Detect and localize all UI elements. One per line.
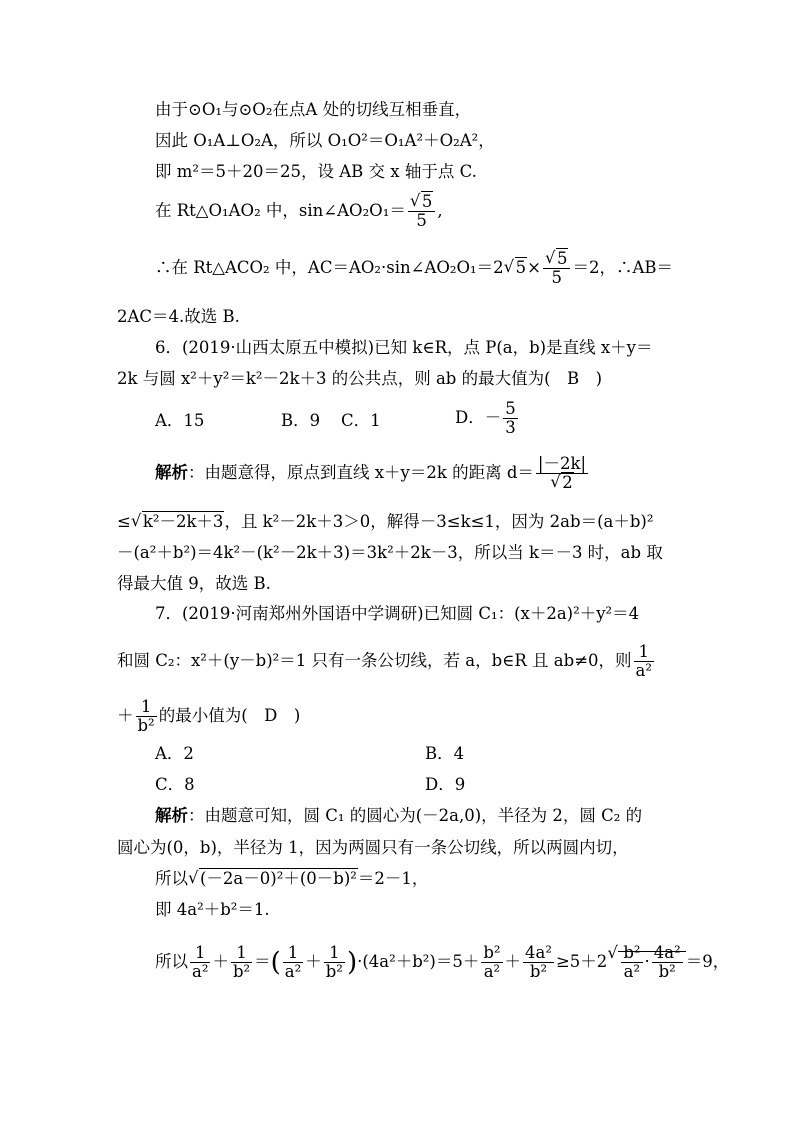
question-7-line xyxy=(117,643,656,680)
option-a: A．15 xyxy=(155,411,205,430)
text-line: 即 m²＝5＋20＝25，设 AB 交 x 轴于点 C. xyxy=(155,162,477,181)
radicand: 2 xyxy=(562,473,573,492)
fraction xyxy=(283,944,303,981)
text-run: ＝2－1， xyxy=(357,869,429,888)
numerator: √ b² xyxy=(623,943,641,962)
denominator: b² xyxy=(232,962,251,981)
option-c: C．8 xyxy=(155,775,195,794)
text-run: · xyxy=(644,952,650,971)
question-6-line: 6．(2019·山西太原五中模拟)已知 k∈R，点 P(a，b)是直线 x＋y＝ xyxy=(155,338,653,357)
answer-6-line: 得最大值 9，故选 B. xyxy=(117,574,271,593)
denominator: a² xyxy=(621,962,642,981)
numerator: 1 xyxy=(140,697,152,716)
fraction xyxy=(136,698,157,735)
text-run: D．－ xyxy=(455,408,502,427)
text-run: 在 Rt△O₁AO₂ 中，sin∠AO₂O₁＝ xyxy=(155,201,406,220)
answer-7-line xyxy=(155,869,428,889)
sqrt xyxy=(504,258,528,278)
denominator: 3 xyxy=(505,418,516,437)
option-a: A．2 xyxy=(155,744,194,763)
option-d xyxy=(455,400,520,437)
answer-7-line: 即 4a²＋b²＝1. xyxy=(155,900,270,919)
denominator: a² xyxy=(635,661,652,680)
fraction xyxy=(543,250,571,287)
analysis-label: 解析 xyxy=(155,463,188,482)
right-paren: ) xyxy=(346,947,358,978)
denominator: b² xyxy=(325,962,343,981)
text-run: 所以 xyxy=(155,869,188,888)
numerator: 1 xyxy=(329,943,340,962)
text-run: ＝9， xyxy=(685,952,730,971)
text-run: ＋ xyxy=(117,706,134,725)
denominator: b² xyxy=(652,962,683,981)
question-7-line: 7．(2019·河南郑州外国语中学调研)已知圆 C₁：(x＋2a)²＋y²＝4 xyxy=(155,604,640,623)
text-line xyxy=(155,193,443,230)
fraction xyxy=(621,944,642,981)
radicand: 5 xyxy=(515,258,527,277)
text-run: ＋ xyxy=(305,952,322,971)
numerator: 1 xyxy=(287,943,299,962)
numerator: b² xyxy=(483,943,501,962)
fraction xyxy=(481,944,502,981)
text-run: 和圆 C₂：x²＋(y－b)²＝1 只有一条公切线，若 a，b∈R 且 ab≠0，则 xyxy=(117,651,632,670)
analysis-label: 解析 xyxy=(155,806,188,825)
text-run: ·(4a²＋b²)＝5＋ xyxy=(357,952,480,971)
numerator: 1 xyxy=(638,642,649,661)
text-run: ，且 k²－2k＋3＞0，解得－3≤k≤1，因为 2ab＝(a＋b)² xyxy=(224,512,654,531)
text-line xyxy=(155,250,673,287)
text-line: 由于⊙O₁与⊙O₂在点A 处的切线互相垂直， xyxy=(155,100,472,119)
radicand: 5 xyxy=(421,192,433,211)
text-run: ≤ xyxy=(117,512,131,531)
answer-7-line: 圆心为(0，b)，半径为 1，因为两圆只有一条公切线，所以两圆内切， xyxy=(117,838,629,857)
fraction xyxy=(324,944,345,981)
question-6-line: 2k 与圆 x²＋y²＝k²－2k＋3 的公共点，则 ab 的最大值为( B ) xyxy=(117,369,603,388)
radicand: 5 xyxy=(556,249,568,268)
fraction xyxy=(231,944,252,981)
option-b: B．9 xyxy=(281,411,321,430)
sqrt xyxy=(607,944,685,981)
text-run: 所以 xyxy=(155,952,188,971)
text-line: 2AC＝4.故选 B. xyxy=(117,307,240,326)
numerator: 4a² xyxy=(525,943,552,962)
radicand: k²－2k＋3 xyxy=(142,512,224,531)
answer-6-line: －(a²＋b²)＝4k²－(k²－2k＋3)＝3k²＋2k－3，所以当 k＝－3 时，ab 取 xyxy=(117,543,663,562)
sqrt xyxy=(545,250,569,268)
fraction xyxy=(523,944,554,981)
text-run: ＋ xyxy=(504,952,522,971)
text-run: ：由题意可知，圆 C₁ 的圆心为(－2a,0)，半径为 2，圆 C₂ 的 xyxy=(188,806,643,825)
text-run: ≥5＋2 xyxy=(555,952,608,971)
answer-6-line xyxy=(117,512,653,532)
numerator: 1 xyxy=(236,943,247,962)
text-run: × xyxy=(527,258,541,277)
text-run: ∴在 Rt△ACO₂ 中，AC＝AO₂·sin∠AO₂O₁＝2 xyxy=(155,258,504,277)
answer-7-line xyxy=(155,806,642,826)
option-b: B．4 xyxy=(425,744,465,763)
denominator: b² xyxy=(523,962,554,981)
option-d: D．9 xyxy=(425,775,466,794)
denominator: a² xyxy=(192,962,209,981)
fraction xyxy=(190,944,210,981)
text-run: , xyxy=(437,201,443,220)
text-run: 的最小值为( D ) xyxy=(158,706,301,725)
text-run: ＝2，∴AB＝ xyxy=(572,258,674,277)
text-run: ＋ xyxy=(212,952,229,971)
sqrt xyxy=(550,474,574,492)
sqrt xyxy=(188,869,358,889)
text-run: ：由题意得，原点到直线 x＋y＝2k 的距离 d＝ xyxy=(188,463,534,482)
fraction xyxy=(634,643,654,680)
denominator: 5 xyxy=(543,268,571,287)
question-7-line xyxy=(117,698,300,735)
left-paren: ( xyxy=(270,947,281,978)
fraction xyxy=(536,455,588,492)
sqrt xyxy=(131,512,225,532)
text-line: 因此 O₁A⊥O₂A，所以 O₁O²＝O₁A²＋O₂A²， xyxy=(155,131,495,150)
denominator: a² xyxy=(481,962,502,981)
radicand: (－2a－0)²＋(0－b)² xyxy=(200,869,357,888)
numerator: 1 xyxy=(194,943,206,962)
sqrt xyxy=(410,193,434,211)
numerator: 4a² xyxy=(653,943,681,962)
numerator: 5 xyxy=(505,399,516,418)
answer-7-line xyxy=(155,944,729,981)
fraction xyxy=(408,193,436,230)
text-run: ＝ xyxy=(254,952,271,971)
fraction xyxy=(503,400,518,437)
option-c: C．1 xyxy=(341,411,381,430)
denominator: b² xyxy=(137,716,155,735)
fraction xyxy=(652,944,683,981)
numerator: |－2k| xyxy=(537,454,587,473)
denominator: 5 xyxy=(408,211,436,230)
denominator: a² xyxy=(284,962,302,981)
answer-6-line xyxy=(155,455,590,492)
